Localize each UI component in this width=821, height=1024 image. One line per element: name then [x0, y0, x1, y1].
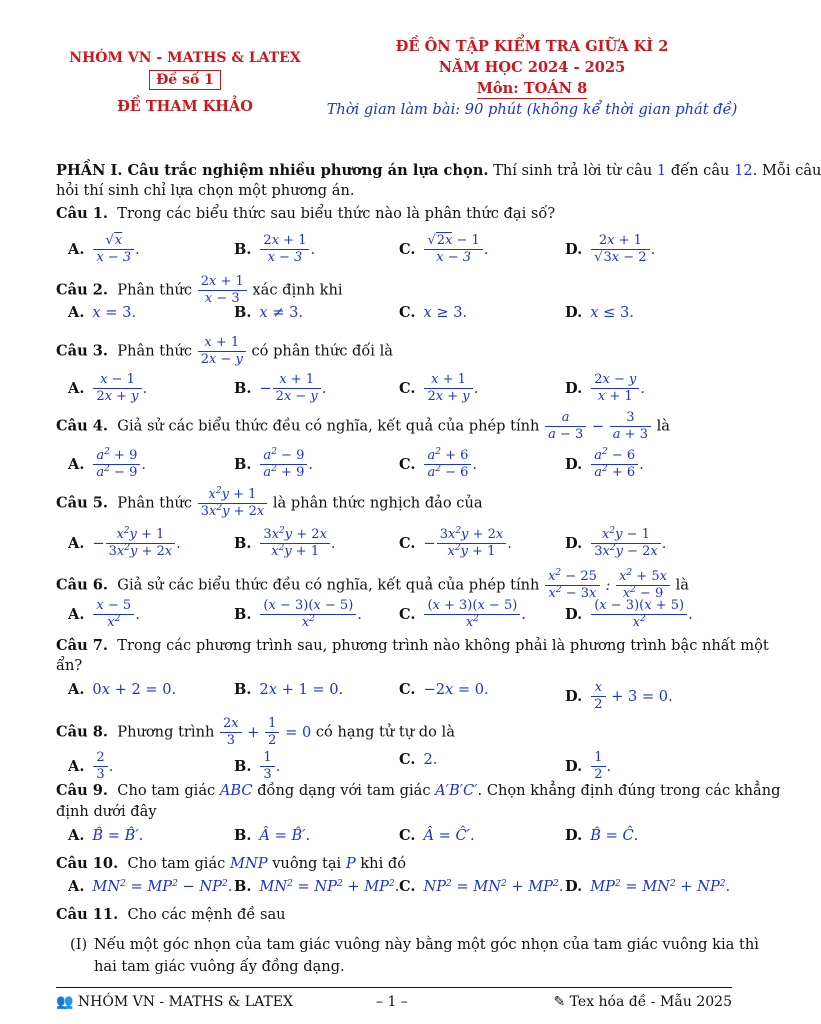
q10-option-d[interactable]: D. $MP^2 = MN^2 + NP^2$. — [565, 878, 731, 895]
q5-option-d[interactable]: D. $\frac{x^2y - 1}{3x^2y - 2x}$ . — [565, 526, 667, 559]
q4-option-d[interactable]: D. $\frac{a^2 - 6}{a^2 + 6}$ . — [565, 447, 644, 480]
q7-option-d[interactable]: D. $\frac{x}{2}$ + 3 = 0. — [565, 680, 673, 712]
q2-option-b[interactable]: B. x ≠ 3. — [234, 304, 304, 321]
q9-option-c[interactable]: C. Â = Ĉ′. — [399, 827, 475, 844]
header-right — [322, 36, 742, 121]
q6-option-a[interactable]: A. $\frac{x - 5}{x^2}$ . — [68, 598, 140, 630]
q3-option-a[interactable]: A. $\frac{x - 1}{2x + y}$ . — [68, 372, 148, 404]
question-10: Câu 10. Cho tam giác MNP vuông tại P khi đó — [56, 855, 407, 872]
subject: Môn: TOÁN 8 — [476, 80, 588, 97]
q7-option-c[interactable]: C. −2x = 0. — [399, 681, 489, 698]
question-4: Câu 4. Giả sử các biểu thức đều có nghĩa, kết quả của phép tính $\frac{a}{a - 3}$ − $\frac{3}{a + 3}$ là — [56, 410, 670, 442]
q1-option-b[interactable]: B. $\frac{2x + 1}{x - 3}$ . — [234, 233, 316, 265]
exam-title: ĐỀ ÔN TẬP KIỂM TRA GIỮA KÌ 2 — [395, 38, 669, 55]
q9-option-d[interactable]: D. B̂ = Ĉ. — [565, 827, 639, 844]
q2-option-c[interactable]: C. x ≥ 3. — [399, 304, 468, 321]
question-9: Câu 9. Cho tam giác ABC đồng dạng với tam giác A′B′C′. Chọn khẳng định đúng trong các khẳng — [56, 782, 781, 799]
q9-option-b[interactable]: B. Â = B̂′. — [234, 827, 311, 844]
q10-option-a[interactable]: A. $MN^2 = MP^2 - NP^2$. — [68, 878, 233, 895]
q5-option-c[interactable]: C. − $\frac{3x^2y + 2x}{x^2y + 1}$ . — [399, 526, 512, 559]
q4-option-b[interactable]: B. $\frac{a^2 - 9}{a^2 + 9}$ . — [234, 447, 314, 480]
school-year: NĂM HỌC 2024 - 2025 — [438, 59, 626, 76]
header-left — [60, 48, 310, 115]
part1-instruction-line2: hỏi thí sinh chỉ lựa chọn một phương án. — [56, 182, 355, 199]
reference-label: ĐỀ THAM KHẢO — [117, 98, 253, 115]
q2-option-d[interactable]: D. x ≤ 3. — [565, 304, 634, 321]
group-name: NHÓM VN - MATHS & LATEX — [69, 50, 301, 66]
q8-option-a[interactable]: A. $\frac{2}{3}$ . — [68, 750, 114, 782]
users-icon: 👥 — [56, 994, 74, 1010]
q7-option-b[interactable]: B. 2x + 1 = 0. — [234, 681, 344, 698]
q8-option-c[interactable]: C. 2. — [399, 751, 438, 768]
q3-option-d[interactable]: D. $\frac{2x - y}{x + 1}$ . — [565, 372, 645, 404]
time-limit: Thời gian làm bài: 90 phút (không kể thời gian phát đề) — [326, 101, 738, 118]
q1-option-d[interactable]: D. $\frac{2x + 1}{√3x - 2}$ . — [565, 233, 656, 265]
q4-option-a[interactable]: A. $\frac{a^2 + 9}{a^2 - 9}$ . — [68, 447, 146, 480]
question-5: Câu 5. Phân thức $\frac{x^2y + 1}{3x^2y + 2x}$ là phân thức nghịch đảo của — [56, 486, 483, 519]
question-2: Câu 2. Phân thức $\frac{2x + 1}{x - 3}$ xác định khi — [56, 274, 343, 306]
question-7: Câu 7. Trong các phương trình sau, phương trình nào không phải là phương trình bậc nhất một — [56, 637, 769, 654]
q1-option-c[interactable]: C. $\frac{√2x - 1}{x - 3}$ . — [399, 233, 489, 265]
q6-option-c[interactable]: C. $\frac{(x + 3)(x - 5)}{x^2}$ . — [399, 598, 526, 630]
question-7-line2: ẩn? — [56, 657, 83, 674]
statement-1-line2: hai tam giác vuông ấy đồng dạng. — [94, 958, 345, 975]
q10-option-b[interactable]: B. $MN^2 = NP^2 + MP^2$. — [234, 878, 400, 895]
q8-option-b[interactable]: B. $\frac{1}{3}$ . — [234, 750, 281, 782]
q6-option-d[interactable]: D. $\frac{(x - 3)(x + 5)}{x^2}$ . — [565, 598, 693, 630]
statement-1-line1: Nếu một góc nhọn của tam giác vuông này bằng một góc nhọn của tam giác vuông kia thì — [94, 936, 759, 953]
q6-option-b[interactable]: B. $\frac{(x - 3)(x - 5)}{x^2}$ . — [234, 598, 362, 630]
q9-option-a[interactable]: A. B̂ = B̂′. — [68, 827, 144, 844]
edit-icon: ✎ — [553, 994, 566, 1010]
footer-right: ✎ Tex hóa đề - Mẫu 2025 — [553, 994, 732, 1010]
question-1: Câu 1. Trong các biểu thức sau biểu thức nào là phân thức đại số? — [56, 205, 556, 222]
footer-divider — [56, 987, 732, 988]
q3-option-c[interactable]: C. $\frac{x + 1}{2x + y}$ . — [399, 372, 479, 404]
q3-option-b[interactable]: B. − $\frac{x + 1}{2x - y}$ . — [234, 372, 327, 404]
question-8: Câu 8. Phương trình $\frac{2x}{3}$ + $\frac{1}{2}$ = 0 có hạng tử tự do là — [56, 716, 455, 748]
q10-option-c[interactable]: C. $NP^2 = MN^2 + MP^2$. — [399, 878, 564, 895]
q5-option-a[interactable]: A. − $\frac{x^2y + 1}{3x^2y + 2x}$ . — [68, 526, 181, 559]
statement-1-label: (I) — [70, 936, 88, 953]
part1-title: PHẦN I. Câu trắc nghiệm nhiều phương án lựa chọn. — [56, 162, 489, 179]
question-3: Câu 3. Phân thức $\frac{x + 1}{2x - y}$ có phân thức đối là — [56, 335, 393, 367]
q8-option-d[interactable]: D. $\frac{1}{2}$ . — [565, 750, 612, 782]
q2-option-a[interactable]: A. x = 3. — [68, 304, 137, 321]
question-6: Câu 6. Giả sử các biểu thức đều có nghĩa, kết quả của phép tính $\frac{x^2 - 25}{x^2 - 3x}$ : $\frac{x^2 + 5x}{x^2 - 9}$ là — [56, 568, 689, 601]
footer-left: 👥 NHÓM VN - MATHS & LATEX — [56, 994, 293, 1010]
question-11: Câu 11. Cho các mệnh đề sau — [56, 906, 286, 923]
q7-option-a[interactable]: A. 0x + 2 = 0. — [68, 681, 177, 698]
q5-option-b[interactable]: B. $\frac{3x^2y + 2x}{x^2y + 1}$ . — [234, 526, 336, 559]
part1-instruction: PHẦN I. Câu trắc nghiệm nhiều phương án lựa chọn. Thí sinh trả lời từ câu 1 đến câu 12. Mỗi câu — [56, 162, 821, 179]
q4-option-c[interactable]: C. $\frac{a^2 + 6}{a^2 - 6}$ . — [399, 447, 478, 480]
question-9-line2: định dưới đây — [56, 803, 157, 820]
q1-option-a[interactable]: A. $\frac{√x}{x - 3}$ . — [68, 233, 140, 265]
exam-code: Đề số 1 — [149, 70, 221, 90]
page-number: – 1 – — [376, 994, 408, 1010]
